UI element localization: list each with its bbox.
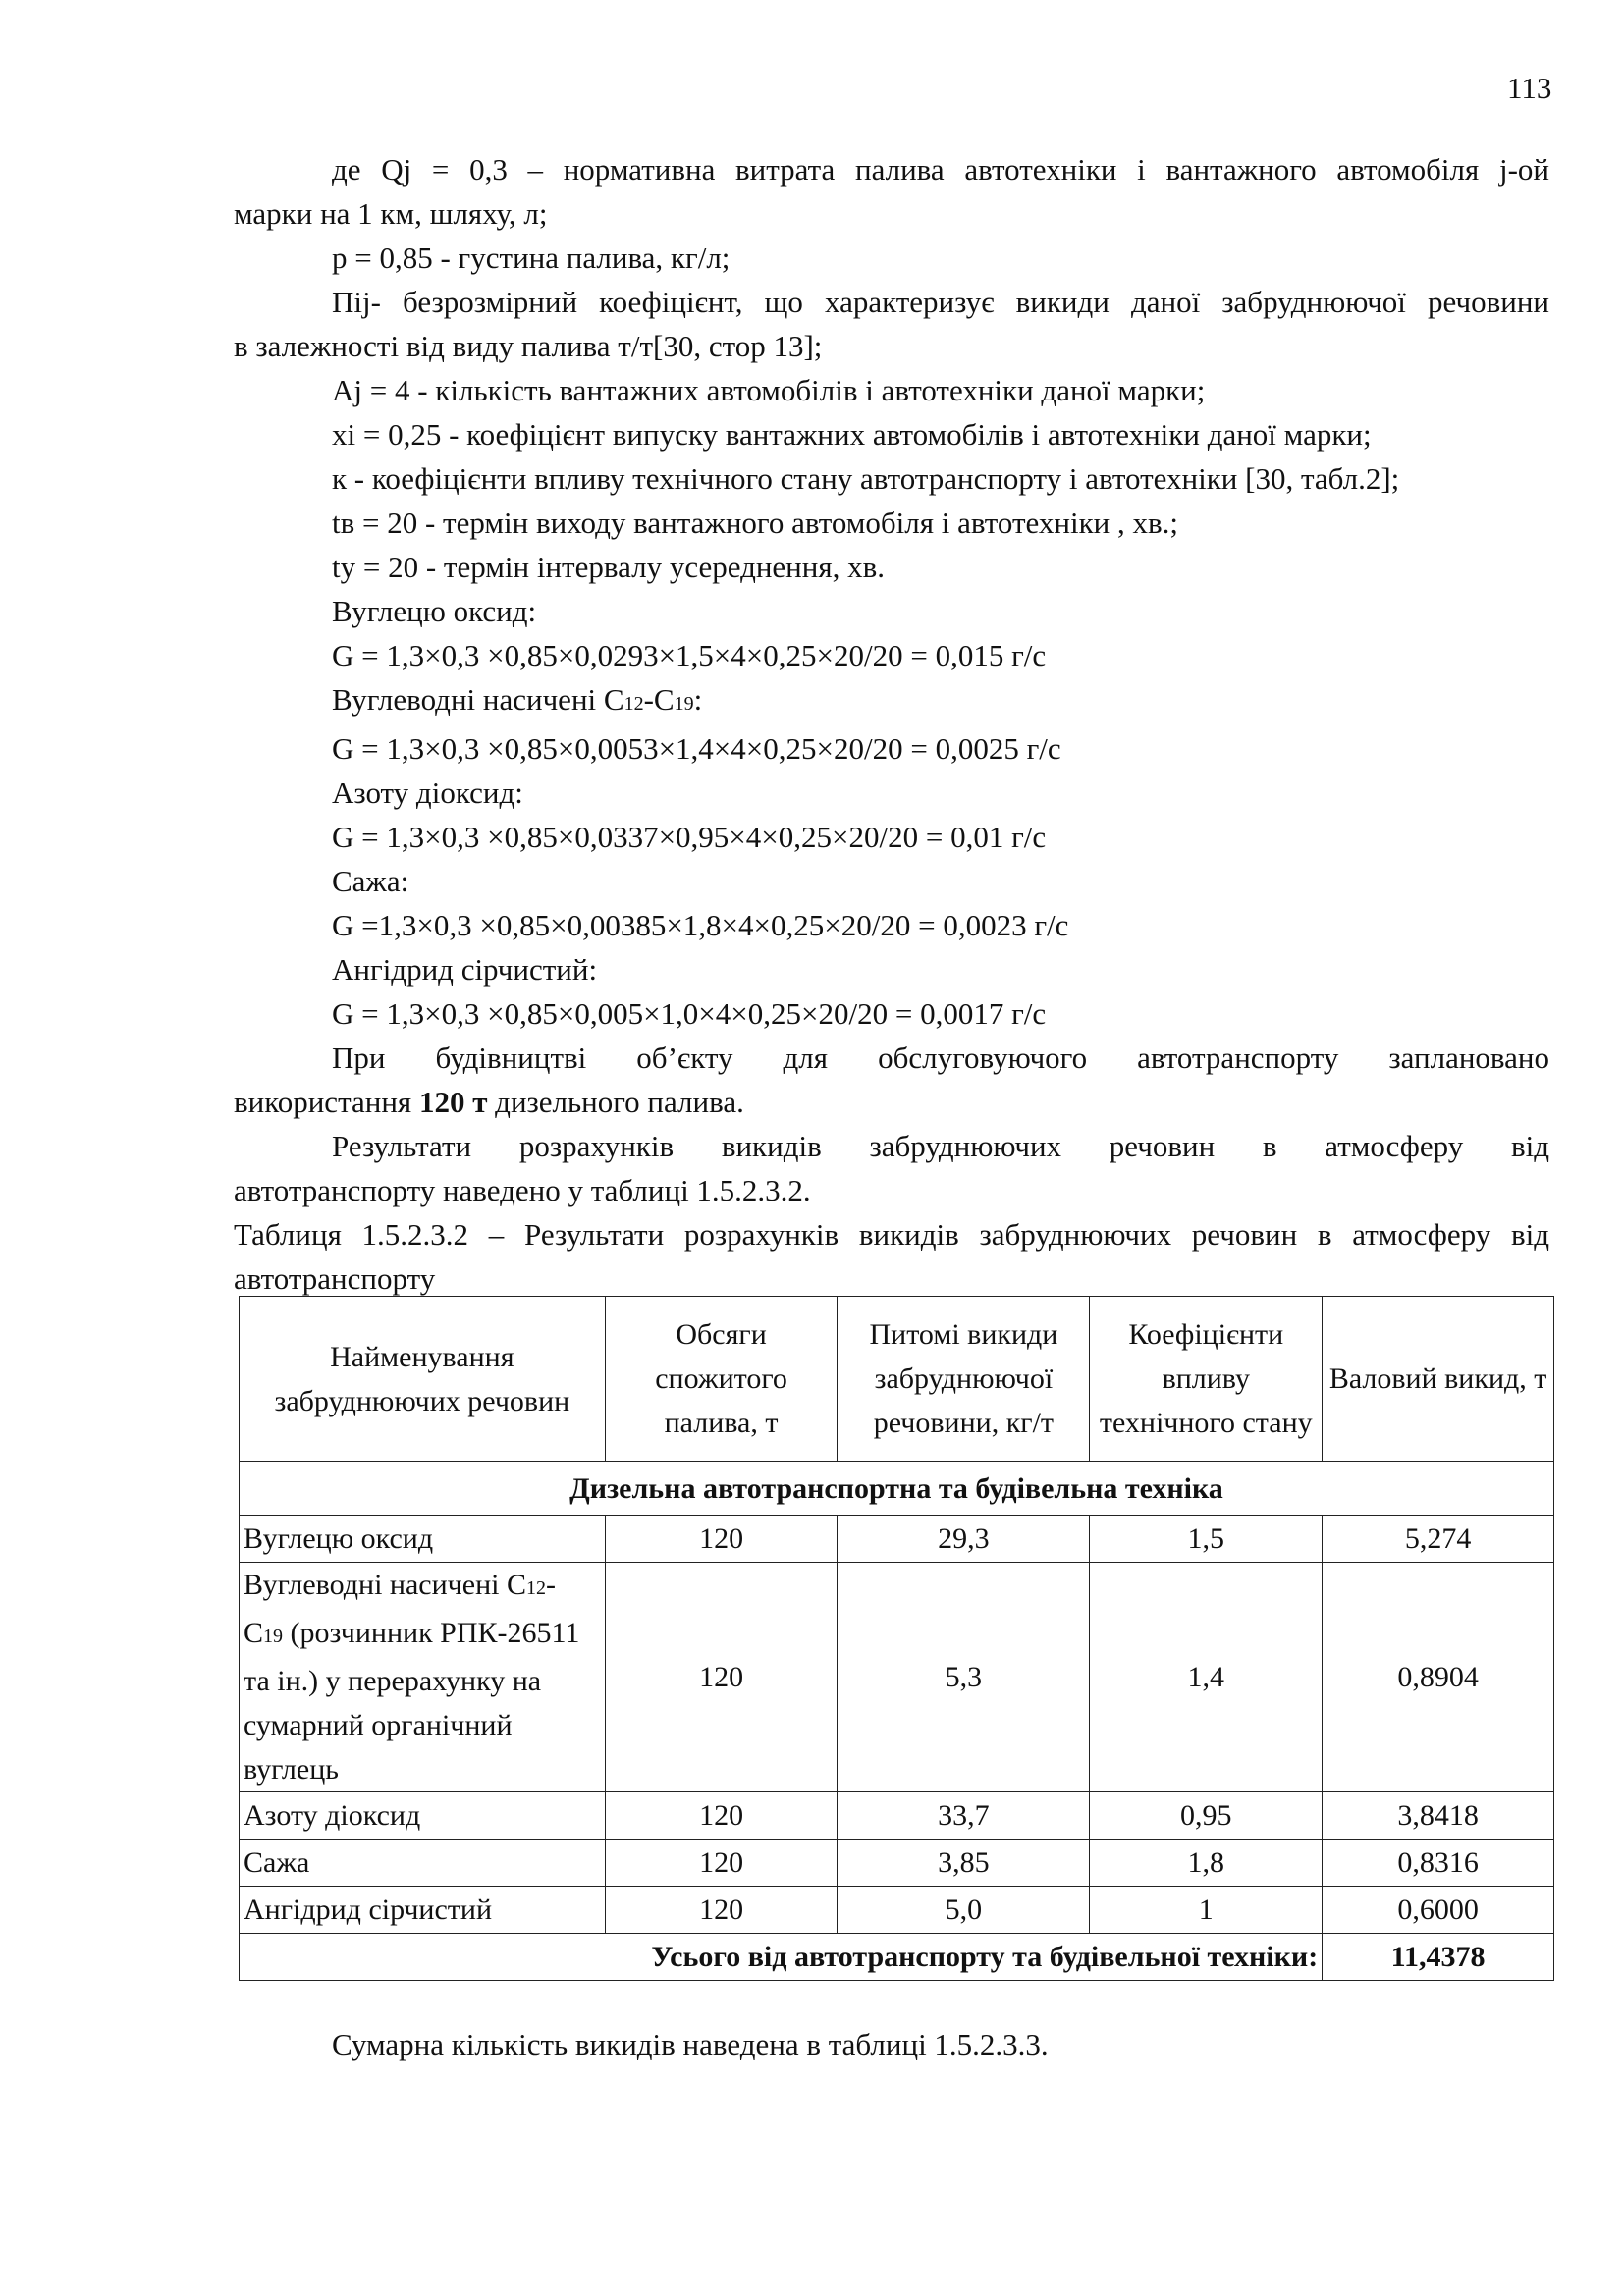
- cell-fuel: 120: [605, 1563, 838, 1792]
- text-line: tв = 20 - термін виходу вантажного автомобіля і автотехніки , хв.;: [332, 506, 1178, 540]
- table-caption: автотранспорту: [234, 1261, 436, 1296]
- hc-label: Вуглеводні насичені С12-С19:: [332, 682, 703, 717]
- table-row: [240, 1887, 1554, 1934]
- no2-label: Азоту діоксид:: [332, 775, 523, 810]
- cell-gross: 3,8418: [1323, 1792, 1554, 1840]
- text-line: tу = 20 - термін інтервалу усереднення, хв.: [332, 550, 886, 584]
- table-row: [240, 1840, 1554, 1887]
- text-line: де Qj = 0,3 – нормативна витрата палива автотехніки і вантажного автомобіля j-ой: [332, 152, 1549, 187]
- paragraph-line: Результати розрахунків викидів забруднюючих речовин в атмосферу від: [332, 1129, 1549, 1163]
- so2-formula: G = 1,3×0,3 ×0,85×0,005×1,0×4×0,25×20/20 = 0,0017 г/с: [332, 996, 1047, 1031]
- cell-specific: 33,7: [838, 1792, 1090, 1840]
- page-number: 113: [1507, 71, 1552, 105]
- cell-fuel: 120: [605, 1792, 838, 1840]
- text-line: в залежності від виду палива т/т[30, стор 13];: [234, 329, 823, 363]
- header-substance: Найменування забруднюючих речовин: [240, 1297, 606, 1462]
- cell-coef: 1,5: [1090, 1516, 1323, 1563]
- co-formula: G = 1,3×0,3 ×0,85×0,0293×1,5×4×0,25×20/20 = 0,015 г/с: [332, 638, 1047, 672]
- cell-specific: 5,0: [838, 1887, 1090, 1934]
- table-header-row: [240, 1297, 1554, 1462]
- cell-specific: 5,3: [838, 1563, 1090, 1792]
- section-title: Дизельна автотранспортна та будівельна техніка: [240, 1462, 1554, 1516]
- body-text: [234, 147, 1549, 1301]
- cell-coef: 0,95: [1090, 1792, 1323, 1840]
- cell-fuel: 120: [605, 1887, 838, 1934]
- so2-label: Ангідрид сірчистий:: [332, 952, 598, 987]
- header-tech-coefficient: Коефіцієнти впливу технічного стану: [1090, 1297, 1323, 1462]
- cell-gross: 0,8316: [1323, 1840, 1554, 1887]
- section-row: [240, 1462, 1554, 1516]
- cell-coef: 1,4: [1090, 1563, 1323, 1792]
- paragraph-line: автотранспорту наведено у таблиці 1.5.2.3.2.: [234, 1173, 811, 1207]
- total-row: [240, 1934, 1554, 1981]
- total-label: Усього від автотранспорту та будівельної техніки:: [240, 1934, 1323, 1981]
- hc-formula: G = 1,3×0,3 ×0,85×0,0053×1,4×4×0,25×20/20 = 0,0025 г/с: [332, 731, 1061, 766]
- text-line: к - коефіцієнти впливу технічного стану автотранспорту і автотехніки [30, табл.2];: [332, 461, 1400, 496]
- cell-substance: Азоту діоксид: [240, 1792, 606, 1840]
- table-caption: Таблиця 1.5.2.3.2 – Результати розрахунків викидів забруднюючих речовин в атмосферу від: [234, 1217, 1549, 1252]
- table-row: [240, 1792, 1554, 1840]
- text-line: марки на 1 км, шляху, л;: [234, 196, 548, 231]
- cell-gross: 5,274: [1323, 1516, 1554, 1563]
- header-gross-emission: Валовий викид, т: [1323, 1297, 1554, 1462]
- cell-substance: Вуглеводні насичені С12- С19 (розчинник РПК-26511 та ін.) у перерахунку на сумарний органічний вуглець: [240, 1563, 606, 1792]
- cell-substance: Вуглецю оксид: [240, 1516, 606, 1563]
- total-value: 11,4378: [1323, 1934, 1554, 1981]
- paragraph-line: використання 120 т дизельного палива.: [234, 1085, 744, 1119]
- emissions-table: [239, 1296, 1554, 1981]
- soot-label: Сажа:: [332, 864, 409, 898]
- co-label: Вуглецю оксид:: [332, 594, 537, 628]
- no2-formula: G = 1,3×0,3 ×0,85×0,0337×0,95×4×0,25×20/20 = 0,01 г/с: [332, 820, 1047, 854]
- table-row: [240, 1516, 1554, 1563]
- cell-substance: Сажа: [240, 1840, 606, 1887]
- cell-fuel: 120: [605, 1516, 838, 1563]
- cell-coef: 1,8: [1090, 1840, 1323, 1887]
- text-line: Пij- безрозмірний коефіцієнт, що характеризує викиди даної забруднюючої речовини: [332, 285, 1549, 319]
- header-specific-emissions: Питомі викиди забруднюючої речовини, кг/т: [838, 1297, 1090, 1462]
- footer-sentence: Сумарна кількість викидів наведена в таблиці 1.5.2.3.3.: [332, 2027, 1049, 2061]
- paragraph-line: При будівництві об’єкту для обслуговуючого автотранспорту заплановано: [332, 1041, 1549, 1075]
- soot-formula: G =1,3×0,3 ×0,85×0,00385×1,8×4×0,25×20/20 = 0,0023 г/с: [332, 908, 1069, 942]
- cell-gross: 0,8904: [1323, 1563, 1554, 1792]
- header-fuel-volume: Обсяги спожитого палива, т: [605, 1297, 838, 1462]
- text-line: р = 0,85 - густина палива, кг/л;: [332, 240, 731, 275]
- cell-substance: Ангідрид сірчистий: [240, 1887, 606, 1934]
- cell-coef: 1: [1090, 1887, 1323, 1934]
- cell-specific: 29,3: [838, 1516, 1090, 1563]
- text-line: Aj = 4 - кількість вантажних автомобілів і автотехніки даної марки;: [332, 373, 1206, 407]
- cell-specific: 3,85: [838, 1840, 1090, 1887]
- text-line: хі = 0,25 - коефіцієнт випуску вантажних автомобілів і автотехніки даної марки;: [332, 417, 1372, 452]
- table-row: [240, 1563, 1554, 1792]
- cell-fuel: 120: [605, 1840, 838, 1887]
- cell-gross: 0,6000: [1323, 1887, 1554, 1934]
